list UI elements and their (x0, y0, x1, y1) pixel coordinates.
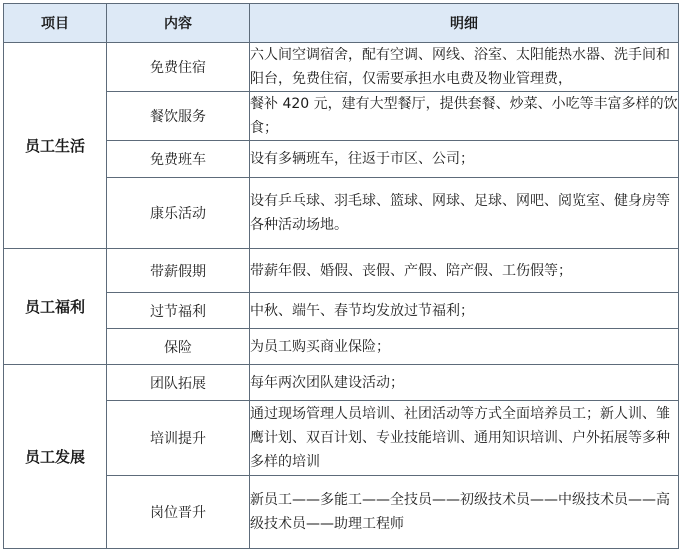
header-detail: 明细 (250, 4, 679, 43)
item-cell: 保险 (107, 329, 250, 365)
header-project: 项目 (4, 4, 107, 43)
item-cell: 过节福利 (107, 293, 250, 329)
header-content: 内容 (107, 4, 250, 43)
item-cell: 免费班车 (107, 141, 250, 178)
detail-cell: 新员工——多能工——全技员——初级技术员——中级技术员——高级技术员——助理工程师 (250, 476, 679, 549)
category-development: 员工发展 (4, 365, 107, 549)
header-row (4, 4, 679, 43)
item-cell: 带薪假期 (107, 249, 250, 293)
table-row (4, 365, 679, 401)
item-cell: 康乐活动 (107, 178, 250, 249)
detail-cell: 设有多辆班车，往返于市区、公司； (250, 141, 679, 178)
item-cell: 培训提升 (107, 401, 250, 476)
detail-cell: 设有乒乓球、羽毛球、篮球、网球、足球、网吧、阅览室、健身房等各种活动场地。 (250, 178, 679, 249)
benefits-table (3, 3, 679, 549)
category-life: 员工生活 (4, 43, 107, 249)
item-cell: 餐饮服务 (107, 92, 250, 141)
detail-cell: 每年两次团队建设活动； (250, 365, 679, 401)
detail-cell: 六人间空调宿舍，配有空调、网线、浴室、太阳能热水器、洗手间和阳台，免费住宿，仅需要承担水电费及物业管理费， (250, 43, 679, 92)
item-cell: 团队拓展 (107, 365, 250, 401)
detail-cell: 为员工购买商业保险； (250, 329, 679, 365)
table-row (4, 249, 679, 293)
table-row (4, 43, 679, 92)
item-cell: 岗位晋升 (107, 476, 250, 549)
detail-cell: 餐补 420 元，建有大型餐厅，提供套餐、炒菜、小吃等丰富多样的饮食； (250, 92, 679, 141)
item-cell: 免费住宿 (107, 43, 250, 92)
detail-cell: 通过现场管理人员培训、社团活动等方式全面培养员工；新人训、雏鹰计划、双百计划、专业技能培训、通用知识培训、户外拓展等多种多样的培训 (250, 401, 679, 476)
detail-cell: 中秋、端午、春节均发放过节福利； (250, 293, 679, 329)
detail-cell: 带薪年假、婚假、丧假、产假、陪产假、工伤假等； (250, 249, 679, 293)
category-welfare: 员工福利 (4, 249, 107, 365)
